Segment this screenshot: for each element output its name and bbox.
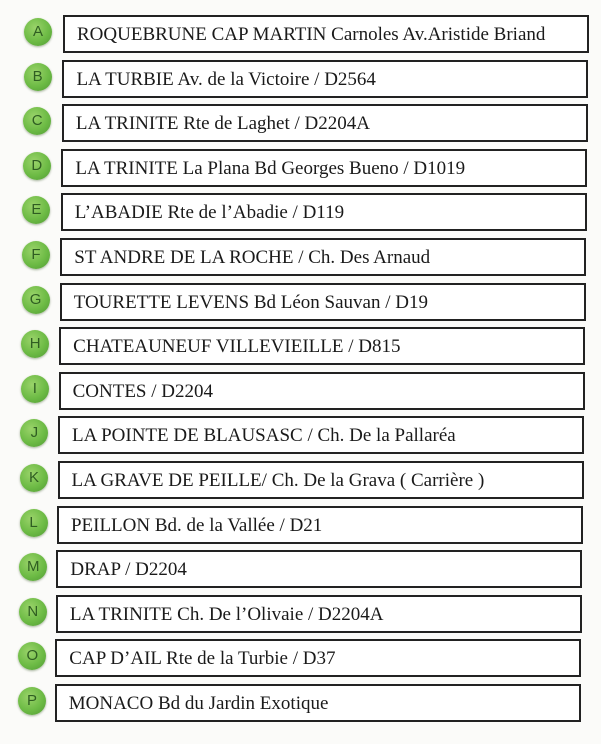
list-item [0, 63, 601, 107]
stop-label: LA POINTE DE BLAUSASC / Ch. De la Pallaréa [72, 425, 456, 447]
list-item [0, 375, 601, 419]
stop-label: LA GRAVE DE PEILLE/ Ch. De la Grava ( Carrière ) [71, 470, 485, 491]
list-item [0, 419, 601, 463]
stop-label-box [58, 416, 584, 454]
letter-badge-icon: A [24, 18, 52, 46]
list-item [0, 509, 601, 553]
letter-badge-icon: H [21, 330, 49, 358]
stop-label: LA TRINITE Rte de Laghet / D2204A [75, 113, 370, 135]
stop-label: MONACO Bd du Jardin Exotique [68, 693, 329, 714]
stop-label-box [60, 283, 586, 321]
stop-label-box [60, 238, 586, 276]
list-item [0, 241, 601, 285]
stop-label-box [57, 506, 583, 544]
list-item [0, 464, 601, 508]
letter-badge-icon: O [18, 642, 46, 670]
list-item [0, 196, 601, 240]
letter-badge-icon: G [22, 286, 50, 314]
list-item [0, 598, 601, 642]
stop-label-box [59, 372, 585, 410]
stop-label: LA TURBIE Av. de la Victoire / D2564 [76, 68, 376, 90]
stop-label-box [61, 149, 587, 187]
stop-label: ST ANDRE DE LA ROCHE / Ch. Des Arnaud [74, 247, 431, 268]
stop-label-box [56, 550, 582, 588]
letter-badge-icon: B [24, 63, 52, 91]
stop-label: LA TRINITE La Plana Bd Georges Bueno / D1019 [75, 157, 466, 179]
stop-label: CHATEAUNEUF VILLEVIEILLE / D815 [73, 336, 401, 358]
letter-badge-icon: C [23, 107, 51, 135]
list-item [0, 330, 601, 374]
stop-label-box [61, 193, 587, 231]
letter-badge-icon: K [20, 464, 48, 492]
letter-badge-icon: P [18, 687, 46, 715]
stop-label-box [62, 104, 588, 142]
stop-label-box [63, 15, 589, 53]
stop-label-box [55, 639, 581, 677]
letter-badge-icon: F [22, 241, 50, 269]
letter-badge-icon: J [20, 419, 48, 447]
letter-badge-icon: D [23, 152, 51, 180]
list-item [0, 642, 601, 686]
stop-label: PEILLON Bd. de la Vallée / D21 [70, 514, 323, 536]
stop-label-box [56, 595, 582, 633]
letter-badge-icon: M [19, 553, 47, 581]
letter-badge-icon: N [19, 598, 47, 626]
stop-label: L’ABADIE Rte de l’Abadie / D119 [74, 202, 345, 224]
list-item [0, 107, 601, 151]
stop-label: DRAP / D2204 [70, 559, 187, 581]
stop-label: CONTES / D2204 [72, 380, 213, 402]
letter-badge-icon: I [21, 375, 49, 403]
stop-label-box [58, 461, 584, 499]
stop-label-box [59, 327, 585, 365]
stop-label: ROQUEBRUNE CAP MARTIN Carnoles Av.Aristide Briand [77, 24, 546, 45]
stop-label-box [55, 684, 581, 722]
list-item [0, 687, 601, 731]
list-item [0, 18, 601, 62]
list-item [0, 152, 601, 196]
stop-label-box [62, 60, 588, 98]
list-item [0, 553, 601, 597]
letter-badge-icon: L [20, 509, 48, 537]
stop-label: LA TRINITE Ch. De l’Olivaie / D2204A [69, 603, 384, 625]
stop-label: CAP D’AIL Rte de la Turbie / D37 [69, 648, 336, 670]
list-item [0, 286, 601, 330]
letter-badge-icon: E [22, 196, 50, 224]
stop-label: TOURETTE LEVENS Bd Léon Sauvan / D19 [73, 291, 428, 313]
